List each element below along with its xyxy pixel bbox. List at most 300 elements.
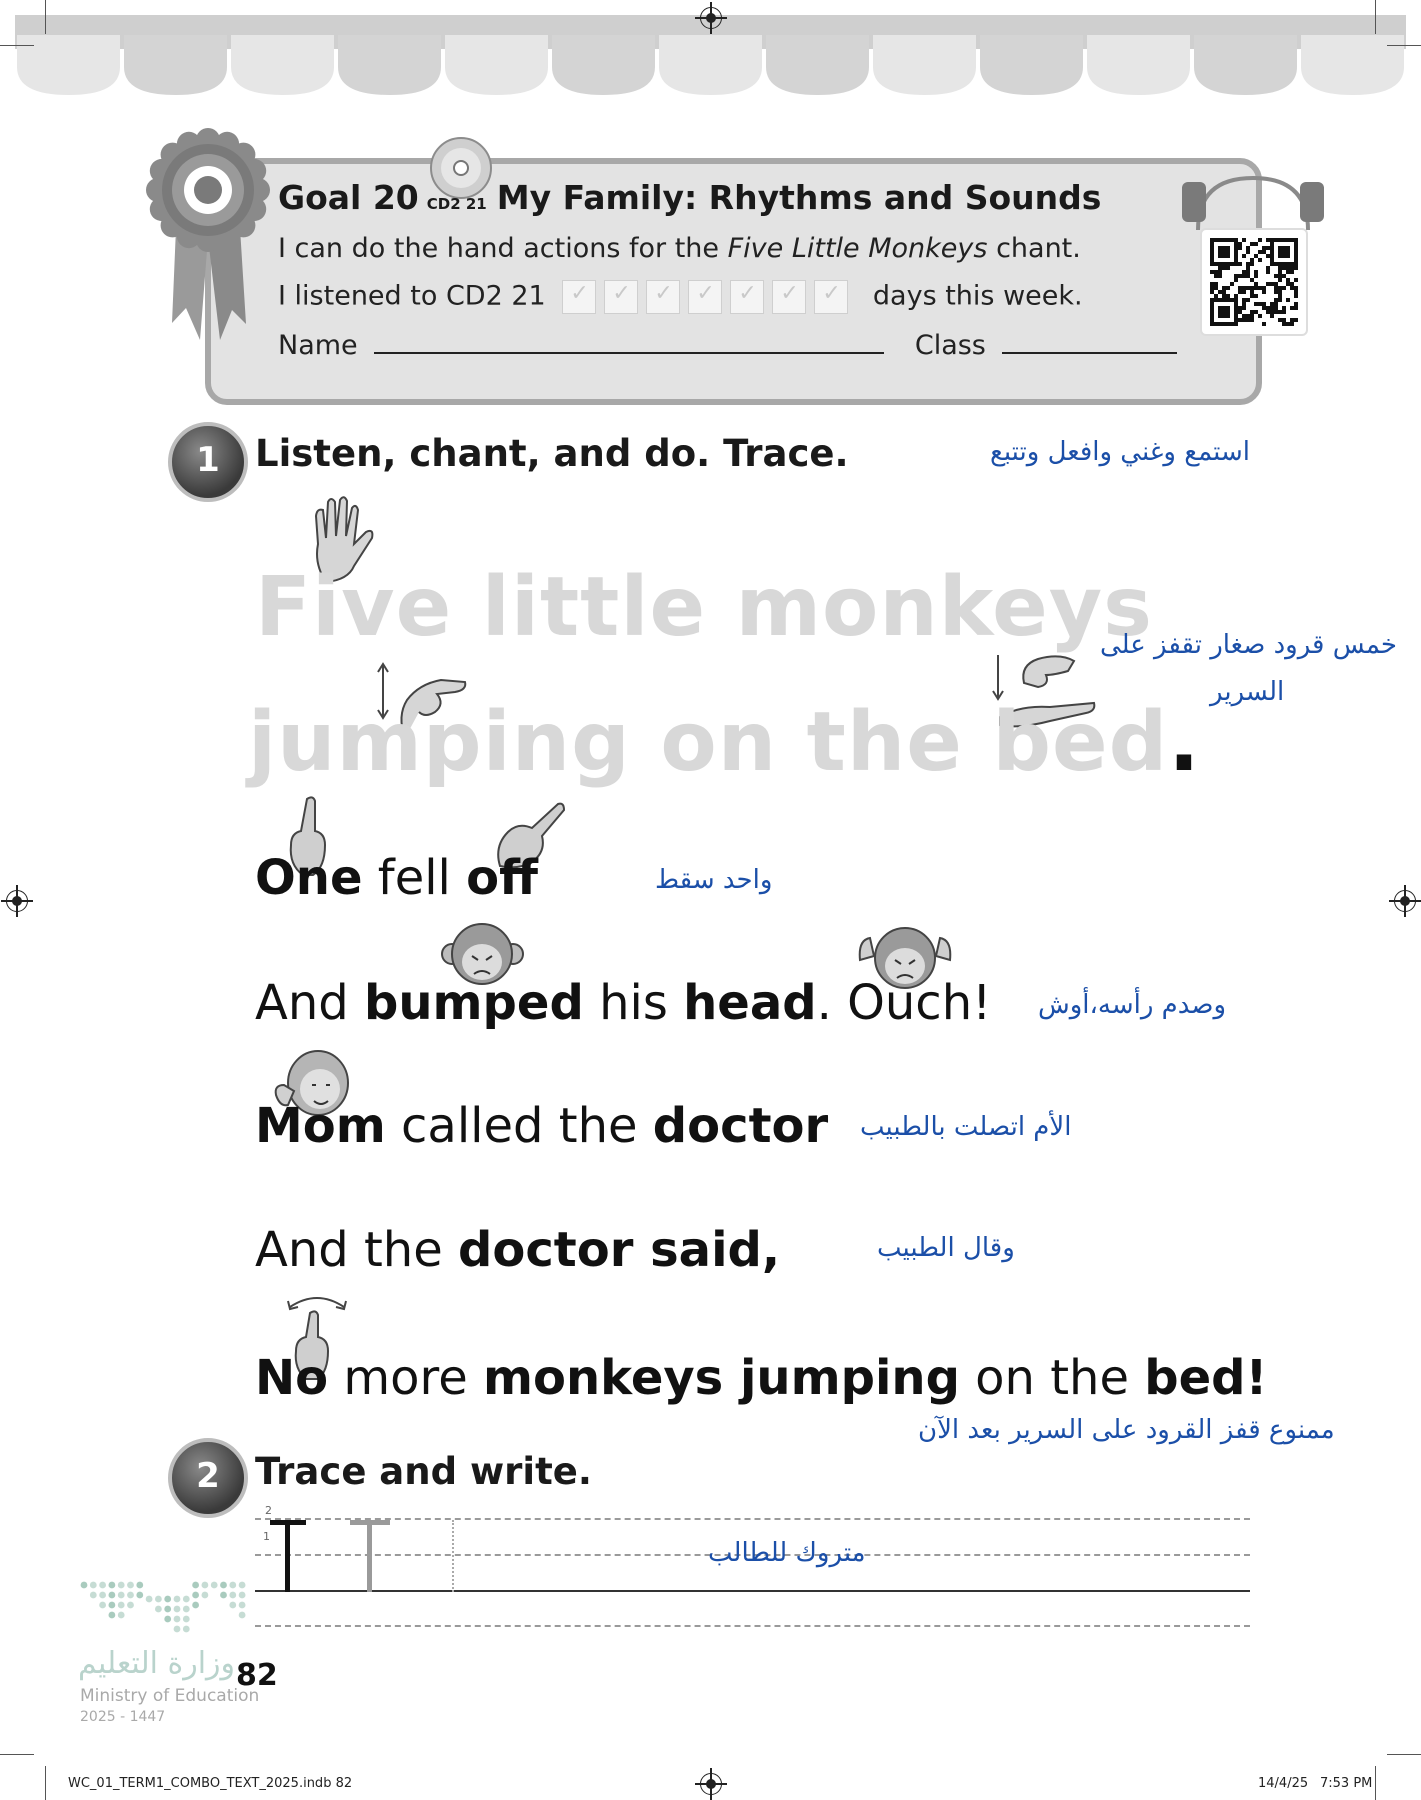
qr-module xyxy=(1234,302,1238,306)
qr-module xyxy=(1218,246,1222,250)
qr-module xyxy=(1262,286,1266,290)
exercise1-instruction-arabic: استمع وغني وافعل وتتبع xyxy=(990,437,1250,467)
qr-module xyxy=(1226,306,1230,310)
qr-module xyxy=(1222,314,1226,318)
qr-module xyxy=(1246,262,1250,266)
qr-module xyxy=(1230,298,1234,302)
chant-title: Five Little Monkeys xyxy=(727,233,988,264)
qr-module xyxy=(1266,254,1270,258)
qr-module xyxy=(1294,318,1298,322)
crop-line xyxy=(1387,1754,1421,1755)
qr-module xyxy=(1214,322,1218,326)
awning-scallop xyxy=(338,35,441,95)
qr-module xyxy=(1278,238,1282,242)
qr-module xyxy=(1246,246,1250,250)
name-class-row xyxy=(278,330,1177,361)
registration-mark-right xyxy=(1394,890,1416,912)
qr-module xyxy=(1210,290,1214,294)
qr-module xyxy=(1294,302,1298,306)
qr-module xyxy=(1222,306,1226,310)
qr-module xyxy=(1226,298,1230,302)
listening-log xyxy=(278,280,1083,314)
exercise1-instruction: Listen, chant, and do. Trace. xyxy=(255,432,849,475)
logo-dot xyxy=(127,1582,134,1589)
qr-module xyxy=(1246,314,1250,318)
qr-module xyxy=(1246,270,1250,274)
qr-module xyxy=(1274,282,1278,286)
chant-word: bed! xyxy=(1144,1350,1268,1406)
chant-line-arabic: الأم اتصلت بالطبيب xyxy=(860,1112,1072,1142)
qr-module xyxy=(1242,314,1246,318)
qr-module xyxy=(1222,290,1226,294)
qr-module xyxy=(1278,266,1282,270)
name-field[interactable] xyxy=(374,332,884,354)
qr-module xyxy=(1262,250,1266,254)
qr-module xyxy=(1210,258,1214,262)
qr-module xyxy=(1210,254,1214,258)
qr-module xyxy=(1218,266,1222,270)
logo-dot xyxy=(239,1592,246,1599)
footer-file-info: WC_01_TERM1_COMBO_TEXT_2025.indb 82 xyxy=(68,1776,353,1791)
qr-module xyxy=(1250,258,1254,262)
logo-dot xyxy=(229,1582,236,1589)
qr-module xyxy=(1270,282,1274,286)
qr-module xyxy=(1282,266,1286,270)
qr-module xyxy=(1270,306,1274,310)
qr-module xyxy=(1274,286,1278,290)
qr-module xyxy=(1270,314,1274,318)
qr-module xyxy=(1286,278,1290,282)
qr-module xyxy=(1234,306,1238,310)
chant-word: head xyxy=(683,975,817,1031)
qr-module xyxy=(1222,286,1226,290)
qr-module xyxy=(1214,294,1218,298)
qr-module xyxy=(1210,298,1214,302)
qr-module xyxy=(1282,318,1286,322)
qr-module xyxy=(1210,246,1214,250)
qr-module xyxy=(1278,290,1282,294)
qr-module xyxy=(1258,250,1262,254)
awning-scallop xyxy=(659,35,762,95)
qr-module xyxy=(1214,274,1218,278)
qr-module xyxy=(1254,242,1258,246)
qr-module xyxy=(1234,242,1238,246)
qr-module xyxy=(1290,306,1294,310)
qr-module xyxy=(1250,310,1254,314)
trace-line-2-text: jumping on the bed xyxy=(248,695,1169,790)
qr-module xyxy=(1222,238,1226,242)
chant-word: his xyxy=(583,975,684,1031)
qr-module xyxy=(1294,250,1298,254)
logo-dot xyxy=(99,1602,106,1609)
trace-period: . xyxy=(1168,695,1201,790)
qr-module xyxy=(1274,298,1278,302)
qr-module xyxy=(1226,250,1230,254)
qr-module xyxy=(1210,310,1214,314)
awning-scallop xyxy=(231,35,334,95)
logo-dot xyxy=(99,1592,106,1599)
qr-module xyxy=(1294,242,1298,246)
logo-dot xyxy=(183,1606,190,1613)
qr-module xyxy=(1214,282,1218,286)
qr-module xyxy=(1250,318,1254,322)
qr-module xyxy=(1266,238,1270,242)
registration-mark-top xyxy=(700,7,722,29)
logo-dot xyxy=(164,1596,171,1603)
logo-dot xyxy=(127,1592,134,1599)
qr-module xyxy=(1234,318,1238,322)
qr-module xyxy=(1266,282,1270,286)
qr-module xyxy=(1234,314,1238,318)
qr-module xyxy=(1222,254,1226,258)
qr-module xyxy=(1234,294,1238,298)
qr-module xyxy=(1250,290,1254,294)
qr-module xyxy=(1234,278,1238,282)
qr-module xyxy=(1214,238,1218,242)
logo-dot xyxy=(155,1606,162,1613)
registration-mark-left xyxy=(6,890,28,912)
qr-module xyxy=(1266,266,1270,270)
logo-dot xyxy=(174,1616,181,1623)
page-number: 82 xyxy=(236,1658,278,1693)
goal-label: Goal 20 xyxy=(278,178,419,217)
qr-module xyxy=(1286,250,1290,254)
chant-word: And the xyxy=(255,1222,459,1278)
logo-dot xyxy=(155,1596,162,1603)
logo-dot xyxy=(81,1582,88,1589)
qr-module xyxy=(1286,238,1290,242)
day-checkbox[interactable] xyxy=(688,280,722,314)
qr-module xyxy=(1210,302,1214,306)
qr-module xyxy=(1238,290,1242,294)
qr-module xyxy=(1266,246,1270,250)
chant-line xyxy=(255,1350,1267,1406)
day-checkbox[interactable] xyxy=(772,280,806,314)
qr-module xyxy=(1294,258,1298,262)
qr-module xyxy=(1222,294,1226,298)
logo-dot xyxy=(109,1602,116,1609)
qr-module xyxy=(1242,254,1246,258)
qr-module xyxy=(1290,262,1294,266)
logo-dot xyxy=(118,1592,125,1599)
logo-dot xyxy=(99,1582,106,1589)
awning-scallop xyxy=(1301,35,1404,95)
chant-word: Mom xyxy=(255,1098,386,1154)
awning-scallop xyxy=(1194,35,1297,95)
qr-module xyxy=(1282,246,1286,250)
qr-module xyxy=(1218,250,1222,254)
qr-module xyxy=(1290,322,1294,326)
qr-module xyxy=(1210,306,1214,310)
qr-module xyxy=(1254,274,1258,278)
chant-word: off xyxy=(466,850,539,906)
day-checkbox[interactable] xyxy=(730,280,764,314)
qr-module xyxy=(1270,302,1274,306)
day-checkboxes xyxy=(562,280,856,314)
can-do-text: I can do the hand actions for the xyxy=(278,233,720,264)
qr-module xyxy=(1218,306,1222,310)
logo-dot xyxy=(239,1582,246,1589)
qr-module xyxy=(1218,322,1222,326)
day-checkbox[interactable] xyxy=(646,280,680,314)
qr-module xyxy=(1210,282,1214,286)
chant-line xyxy=(255,1098,828,1154)
logo-dot xyxy=(118,1602,125,1609)
qr-module xyxy=(1286,322,1290,326)
qr-module xyxy=(1282,254,1286,258)
qr-module xyxy=(1222,298,1226,302)
qr-module xyxy=(1250,286,1254,290)
chant-word: fell xyxy=(362,850,467,906)
qr-module xyxy=(1262,322,1266,326)
qr-module xyxy=(1242,290,1246,294)
ministry-logo-icon xyxy=(78,1575,253,1637)
qr-module xyxy=(1290,238,1294,242)
qr-module xyxy=(1218,270,1222,274)
qr-module xyxy=(1242,318,1246,322)
qr-module xyxy=(1254,270,1258,274)
crop-line xyxy=(45,1766,46,1800)
qr-module xyxy=(1294,254,1298,258)
qr-module xyxy=(1234,254,1238,258)
day-checkbox[interactable] xyxy=(814,280,848,314)
qr-module xyxy=(1286,246,1290,250)
qr-module xyxy=(1230,282,1234,286)
logo-dot xyxy=(109,1582,116,1589)
step-number-2: 2 xyxy=(168,1438,248,1518)
qr-module xyxy=(1226,238,1230,242)
qr-module xyxy=(1262,246,1266,250)
qr-module xyxy=(1218,262,1222,266)
qr-module xyxy=(1266,310,1270,314)
qr-module xyxy=(1226,262,1230,266)
qr-module xyxy=(1234,262,1238,266)
logo-dot xyxy=(192,1582,199,1589)
logo-dot xyxy=(164,1606,171,1613)
class-field[interactable] xyxy=(1002,332,1177,354)
qr-module xyxy=(1258,238,1262,242)
qr-module xyxy=(1230,322,1234,326)
qr-module xyxy=(1238,318,1242,322)
qr-module xyxy=(1286,266,1290,270)
logo-dot xyxy=(127,1602,134,1609)
chant-word: One xyxy=(255,850,363,906)
logo-dot xyxy=(202,1582,209,1589)
footer-date: 14/4/25 xyxy=(1258,1776,1309,1791)
qr-module xyxy=(1242,238,1246,242)
qr-module xyxy=(1282,306,1286,310)
cd-reference: CD2 21 xyxy=(426,195,487,213)
logo-dot xyxy=(174,1626,181,1633)
qr-module xyxy=(1214,270,1218,274)
qr-module xyxy=(1214,262,1218,266)
logo-dot xyxy=(211,1582,218,1589)
day-checkbox[interactable] xyxy=(604,280,638,314)
qr-module xyxy=(1226,266,1230,270)
name-label: Name xyxy=(278,330,358,361)
qr-module xyxy=(1274,306,1278,310)
trace-line-1: Five little monkeys xyxy=(255,560,1153,655)
logo-dot xyxy=(229,1592,236,1599)
logo-dot xyxy=(109,1592,116,1599)
goal-title: My Family: Rhythms and Sounds xyxy=(496,178,1102,217)
qr-module xyxy=(1258,258,1262,262)
qr-module xyxy=(1294,262,1298,266)
qr-module xyxy=(1278,310,1282,314)
chant-word: more xyxy=(328,1350,484,1406)
qr-module xyxy=(1294,286,1298,290)
logo-dot xyxy=(220,1582,227,1589)
qr-module xyxy=(1278,274,1282,278)
qr-module xyxy=(1294,266,1298,270)
logo-dot xyxy=(109,1612,116,1619)
crop-line xyxy=(45,0,46,34)
qr-module xyxy=(1238,286,1242,290)
listened-label: I listened to CD2 21 xyxy=(278,280,546,312)
qr-module xyxy=(1270,250,1274,254)
qr-module xyxy=(1218,290,1222,294)
chant-word: monkeys jumping xyxy=(483,1350,960,1406)
qr-module xyxy=(1286,282,1290,286)
qr-module xyxy=(1290,286,1294,290)
awning-scallop xyxy=(873,35,976,95)
qr-module xyxy=(1278,298,1282,302)
qr-module xyxy=(1242,286,1246,290)
qr-module xyxy=(1270,258,1274,262)
logo-dot xyxy=(192,1602,199,1609)
days-label: days this week. xyxy=(872,280,1083,312)
trace-arabic-line-2: السرير xyxy=(1210,677,1285,707)
qr-module xyxy=(1230,238,1234,242)
qr-module xyxy=(1258,302,1262,306)
qr-module xyxy=(1238,242,1242,246)
trace-line-2 xyxy=(248,695,1201,790)
ministry-name-english: Ministry of Education xyxy=(80,1686,260,1706)
qr-module xyxy=(1222,266,1226,270)
chant-word: And xyxy=(255,975,364,1031)
chant-line-arabic: ممنوع قفز القرود على السرير بعد الآن xyxy=(918,1415,1335,1445)
qr-module xyxy=(1274,302,1278,306)
qr-module xyxy=(1218,310,1222,314)
qr-module xyxy=(1218,314,1222,318)
crop-line xyxy=(0,1754,34,1755)
logo-dot xyxy=(90,1592,97,1599)
qr-module xyxy=(1282,286,1286,290)
logo-dot xyxy=(164,1616,171,1623)
qr-module xyxy=(1230,262,1234,266)
qr-module xyxy=(1282,310,1286,314)
qr-code-icon[interactable] xyxy=(1200,228,1308,336)
logo-dot xyxy=(118,1582,125,1589)
ministry-name-arabic: وزارة التعليم xyxy=(78,1646,236,1681)
logo-dot xyxy=(183,1626,190,1633)
footer-time: 7:53 PM xyxy=(1320,1776,1373,1791)
qr-module xyxy=(1294,278,1298,282)
crop-line xyxy=(1375,1766,1376,1800)
qr-module xyxy=(1254,254,1258,258)
qr-module xyxy=(1234,238,1238,242)
qr-module xyxy=(1294,290,1298,294)
logo-dot xyxy=(229,1602,236,1609)
qr-module xyxy=(1274,274,1278,278)
qr-module xyxy=(1234,258,1238,262)
day-checkbox[interactable] xyxy=(562,280,596,314)
qr-module xyxy=(1274,310,1278,314)
qr-module xyxy=(1270,254,1274,258)
trace-arabic-line-1: خمس قرود صغار تقفز على xyxy=(1100,630,1397,660)
chant-line xyxy=(255,850,538,906)
qr-module xyxy=(1282,250,1286,254)
logo-dot xyxy=(174,1596,181,1603)
qr-module xyxy=(1278,262,1282,266)
registration-mark-bottom xyxy=(700,1773,722,1795)
qr-module xyxy=(1226,310,1230,314)
logo-dot xyxy=(136,1592,143,1599)
chant-word: doctor xyxy=(652,1098,829,1154)
qr-module xyxy=(1222,310,1226,314)
qr-module xyxy=(1218,298,1222,302)
chant-line xyxy=(255,975,991,1031)
qr-module xyxy=(1294,306,1298,310)
logo-dot xyxy=(192,1592,199,1599)
qr-module xyxy=(1290,318,1294,322)
stroke-number: 1 xyxy=(263,1530,270,1543)
qr-module xyxy=(1258,314,1262,318)
logo-dot xyxy=(90,1582,97,1589)
can-do-statement xyxy=(278,233,1081,264)
qr-module xyxy=(1278,318,1282,322)
chant-line xyxy=(255,1222,780,1278)
chant-line-arabic: وصدم رأسه،أوش xyxy=(1038,990,1227,1020)
student-note-arabic: متروك للطالب xyxy=(708,1538,866,1568)
qr-module xyxy=(1234,322,1238,326)
logo-dot xyxy=(183,1596,190,1603)
qr-module xyxy=(1226,314,1230,318)
handwriting-top-line xyxy=(255,1518,1250,1520)
crop-line xyxy=(0,45,34,46)
qr-module xyxy=(1218,238,1222,242)
qr-module xyxy=(1234,298,1238,302)
qr-module xyxy=(1226,246,1230,250)
qr-module xyxy=(1218,274,1222,278)
qr-module xyxy=(1210,314,1214,318)
qr-module xyxy=(1278,286,1282,290)
qr-module xyxy=(1214,298,1218,302)
qr-module xyxy=(1286,254,1290,258)
qr-module xyxy=(1266,270,1270,274)
chant-word: . Ouch! xyxy=(816,975,992,1031)
qr-module xyxy=(1254,302,1258,306)
qr-module xyxy=(1290,266,1294,270)
qr-module xyxy=(1262,302,1266,306)
qr-module xyxy=(1238,310,1242,314)
exercise2-instruction: Trace and write. xyxy=(255,1450,592,1493)
qr-module xyxy=(1270,262,1274,266)
logo-dot xyxy=(183,1616,190,1623)
qr-module xyxy=(1278,270,1282,274)
qr-module xyxy=(1210,286,1214,290)
qr-module xyxy=(1246,250,1250,254)
logo-dot xyxy=(239,1602,246,1609)
logo-dot xyxy=(239,1612,246,1619)
chant-line-arabic: وقال الطبيب xyxy=(877,1233,1015,1263)
qr-module xyxy=(1246,266,1250,270)
qr-module xyxy=(1250,278,1254,282)
qr-module xyxy=(1254,310,1258,314)
qr-module xyxy=(1282,274,1286,278)
qr-module xyxy=(1250,294,1254,298)
qr-module xyxy=(1242,298,1246,302)
